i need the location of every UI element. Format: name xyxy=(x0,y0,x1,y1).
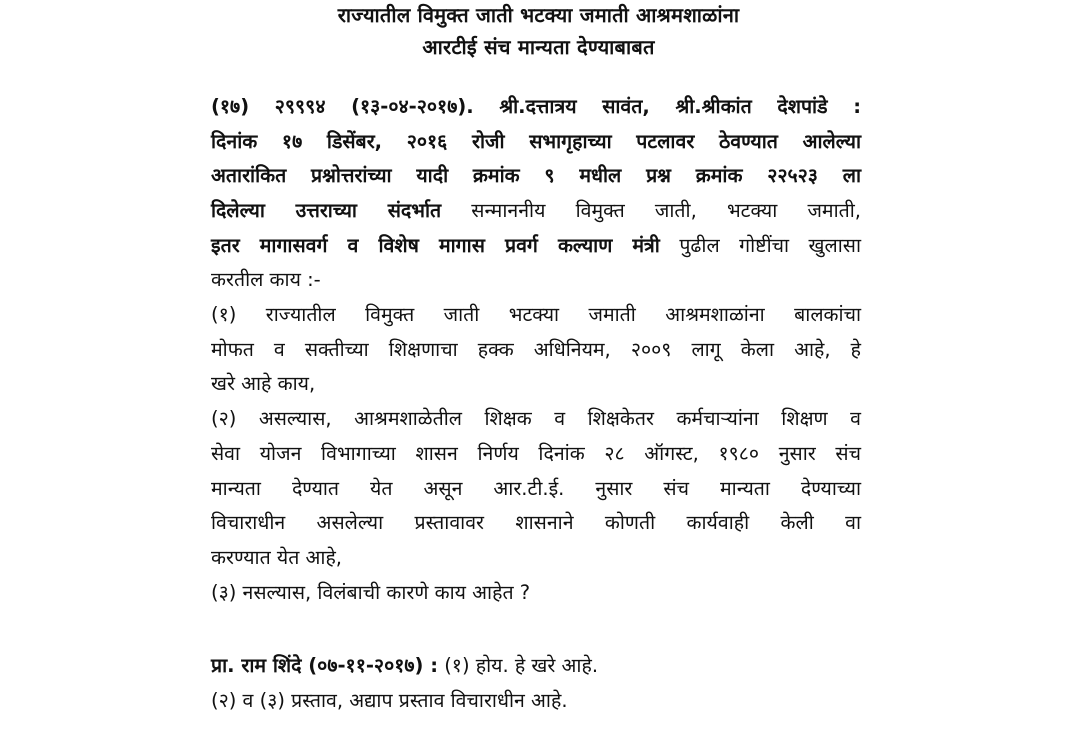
answer-part-2-3: (२) व (३) प्रस्ताव, अद्याप प्रस्ताव विचाराधीन आहे. xyxy=(211,689,568,712)
question-line-rest: सन्माननीय विमुक्त जाती, भटक्या जमाती, xyxy=(441,199,861,222)
document-title-line-2: आरटीई संच मान्यता देण्याबाबत xyxy=(422,35,655,59)
question-part-2: (२) असल्यास, आश्रमशाळेतील शिक्षक व शिक्षकेतर कर्मचाऱ्यांना शिक्षण व xyxy=(211,407,861,430)
question-line-rest: पुढील गोष्टींचा खुलासा xyxy=(659,234,861,257)
question-part-2: मान्यता देण्यात येत असून आर.टी.ई. नुसार संच मान्यता देण्याच्या xyxy=(211,477,861,500)
question-line: करतील काय :- xyxy=(211,268,321,291)
answer-part-1: (१) होय. हे खरे आहे. xyxy=(438,654,599,677)
document-title-line-1: राज्यातील विमुक्त जाती भटक्या जमाती आश्रमशाळांना xyxy=(337,3,740,27)
question-line xyxy=(211,231,861,261)
question-part-3: (३) नसल्यास, विलंबाची कारणे काय आहेत ? xyxy=(211,581,531,604)
question-line-bold: दिलेल्या उत्तराच्या संदर्भात xyxy=(211,199,442,222)
question-part-1: मोफत व सक्तीच्या शिक्षणाचा हक्क अधिनियम, २००९ लागू केला आहे, हे xyxy=(211,338,861,361)
answer-line xyxy=(211,651,861,681)
question-part-1: खरे आहे काय, xyxy=(211,372,316,395)
question-header: (१७) २९९९४ (१३-०४-२०१७). श्री.दत्तात्रय सावंत, श्री.श्रीकांत देशपांडे : xyxy=(211,95,861,118)
question-part-1: (१) राज्यातील विमुक्त जाती भटक्या जमाती आश्रमशाळांना बालकांचा xyxy=(211,303,861,326)
question-part-2: सेवा योजन विभागाच्या शासन निर्णय दिनांक २८ ऑगस्ट, १९८० नुसार संच xyxy=(211,442,861,465)
minister-portfolio: इतर मागासवर्ग व विशेष मागास प्रवर्ग कल्याण मंत्री xyxy=(211,234,660,257)
question-line xyxy=(211,196,861,226)
question-line: अतारांकित प्रश्नोत्तरांच्या यादी क्रमांक ९ मधील प्रश्न क्रमांक २२५२३ ला xyxy=(211,164,861,187)
question-line: दिनांक १७ डिसेंबर, २०१६ रोजी सभागृहाच्या पटलावर ठेवण्यात आलेल्या xyxy=(211,130,861,153)
question-part-2: विचाराधीन असलेल्या प्रस्तावावर शासनाने कोणती कार्यवाही केली वा xyxy=(211,511,861,534)
question-part-2: करण्यात येत आहे, xyxy=(211,546,342,569)
answer-minister: प्रा. राम शिंदे (०७-११-२०१७) : xyxy=(211,654,438,677)
